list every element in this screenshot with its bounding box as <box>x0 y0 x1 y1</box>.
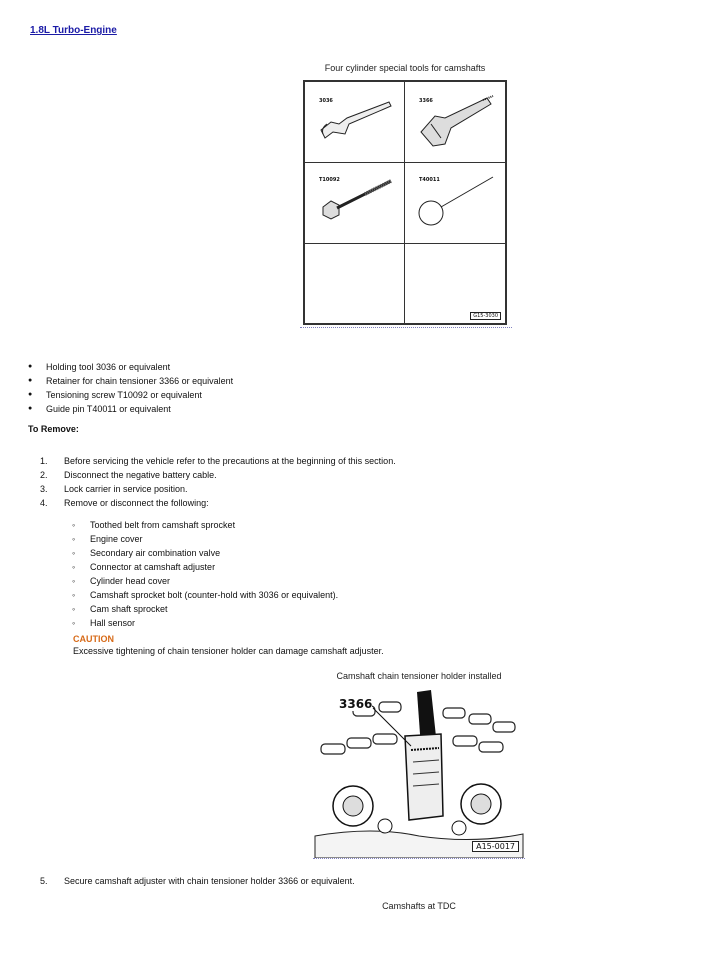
step-number: 2. <box>40 470 48 480</box>
holding-tool-icon <box>305 82 404 162</box>
to-remove-heading: To Remove: <box>28 424 79 434</box>
tool-label-T40011: T40011 <box>419 177 440 183</box>
step-text: Disconnect the negative battery cable. <box>64 470 217 480</box>
guide-pin-icon <box>405 163 505 243</box>
list-item: ● Guide pin T40011 or equivalent <box>28 402 233 416</box>
tool-cell-3036 <box>304 81 405 163</box>
empty-cell-right <box>404 243 506 324</box>
tool-label-3366: 3366 <box>419 98 433 104</box>
tensioning-screw-icon <box>305 163 404 243</box>
figure3-caption: Camshafts at TDC <box>382 901 456 911</box>
list-item: ◦ Cylinder head cover <box>72 574 338 588</box>
list-item: ◦ Engine cover <box>72 532 338 546</box>
step-item <box>40 468 396 482</box>
step-text: Lock carrier in service position. <box>64 484 188 494</box>
caution-text: Excessive tightening of chain tensioner holder can damage camshaft adjuster. <box>73 646 384 656</box>
list-item: ● Retainer for chain tensioner 3366 or equivalent <box>28 374 233 388</box>
tool-cell-T10092 <box>304 162 405 244</box>
step-item <box>40 454 396 468</box>
step-item <box>40 482 396 496</box>
tool-cell-3366 <box>404 81 506 163</box>
step-number: 3. <box>40 484 48 494</box>
tensioner-holder-figure <box>313 686 525 858</box>
removal-steps <box>40 454 396 510</box>
list-item: ◦ Cam shaft sprocket <box>72 602 338 616</box>
list-item: ◦ Connector at camshaft adjuster <box>72 560 338 574</box>
list-item: ● Tensioning screw T10092 or equivalent <box>28 388 233 402</box>
step-text: Before servicing the vehicle refer to the precautions at the beginning of this section. <box>64 456 396 466</box>
tool-cell-T40011 <box>404 162 506 244</box>
list-item: ● Holding tool 3036 or equivalent <box>28 360 233 374</box>
tensioner-retainer-icon <box>405 82 505 162</box>
tools-list <box>28 360 233 416</box>
step-text: Secure camshaft adjuster with chain tensioner holder 3366 or equivalent. <box>64 876 355 886</box>
list-item: ◦ Hall sensor <box>72 616 338 630</box>
step-number: 4. <box>40 498 48 508</box>
caution-title: CAUTION <box>73 634 114 644</box>
figure1-ref-code: G15-3030 <box>470 312 501 320</box>
figure1-divider <box>300 327 512 328</box>
list-item: ◦ Secondary air combination valve <box>72 546 338 560</box>
figure2-tool-label: 3366 <box>339 697 373 711</box>
remove-items-list <box>72 518 338 630</box>
step-number: 1. <box>40 456 48 466</box>
tool-label-T10092: T10092 <box>319 177 340 183</box>
figure1-caption: Four cylinder special tools for camshafts <box>324 63 486 73</box>
step-text: Remove or disconnect the following: <box>64 498 209 508</box>
list-item: ◦ Toothed belt from camshaft sprocket <box>72 518 338 532</box>
section-heading[interactable]: 1.8L Turbo-Engine <box>30 25 117 36</box>
figure2-caption: Camshaft chain tensioner holder installed <box>336 671 502 681</box>
step-number: 5. <box>40 876 48 886</box>
step-item <box>40 496 396 510</box>
figure2-divider <box>313 858 525 859</box>
tool-label-3036: 3036 <box>319 98 333 104</box>
special-tools-figure <box>303 80 507 325</box>
empty-cell-left <box>304 243 405 324</box>
step-item <box>40 876 355 886</box>
engine-drawing-icon <box>313 686 525 858</box>
figure2-ref-code: A15-0017 <box>472 841 519 852</box>
list-item: ◦ Camshaft sprocket bolt (counter-hold with 3036 or equivalent). <box>72 588 338 602</box>
